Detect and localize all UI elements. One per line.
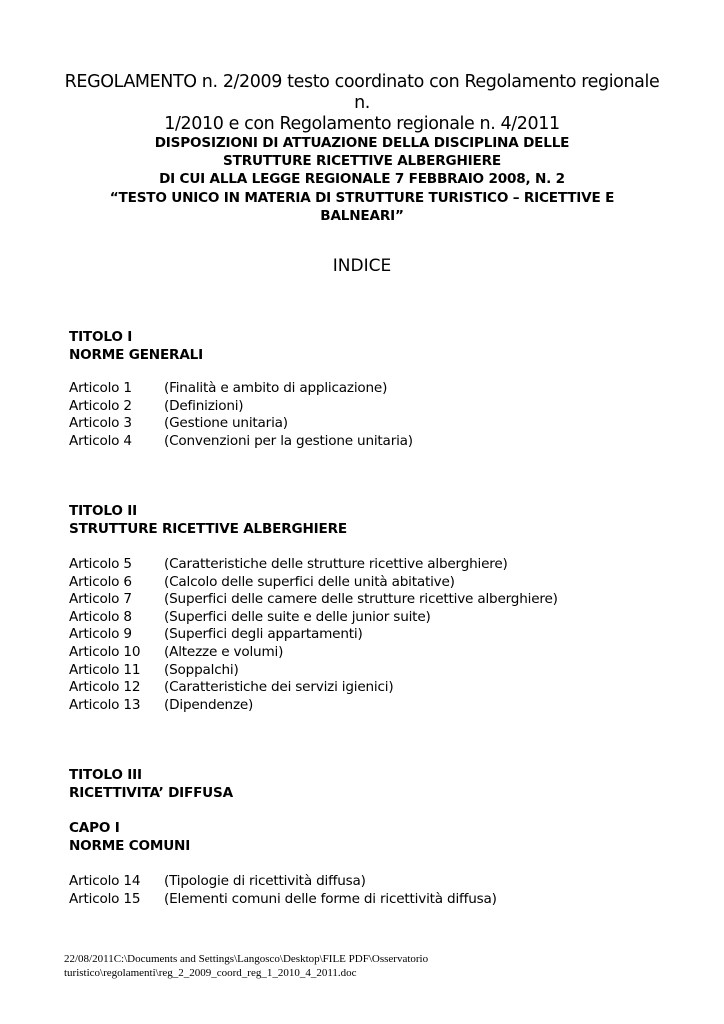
subtitle-line: DISPOSIZIONI DI ATTUAZIONE DELLA DISCIPLINA DELLE	[154, 135, 570, 151]
document-title	[60, 72, 664, 135]
article-row	[69, 574, 558, 592]
article-number: Articolo 13	[69, 696, 141, 713]
article-description: (Finalità e ambito di applicazione)	[164, 380, 388, 396]
article-row	[69, 556, 558, 574]
article-description: (Superfici delle camere delle strutture ricettive alberghiere)	[164, 591, 558, 608]
document-subtitle	[70, 134, 654, 225]
article-number: Articolo 11	[69, 661, 141, 678]
article-description: (Tipologie di ricettività diffusa)	[164, 873, 366, 889]
section-label: CAPO I	[69, 820, 120, 836]
title-line: 1/2010 e con Regolamento regionale n. 4/2011	[164, 114, 560, 134]
titolo-3-heading	[69, 767, 233, 802]
section-label: TITOLO III	[69, 767, 142, 783]
article-number: Articolo 7	[69, 591, 132, 608]
section-name: RICETTIVITA’ DIFFUSA	[69, 784, 233, 801]
document-footer-path	[64, 952, 664, 980]
article-row	[69, 873, 497, 891]
article-description: (Definizioni)	[164, 397, 244, 414]
article-description: (Altezze e volumi)	[164, 643, 284, 660]
article-number: Articolo 8	[69, 608, 132, 625]
article-row	[69, 697, 558, 715]
article-description: (Elementi comuni delle forme di ricettività diffusa)	[164, 890, 497, 907]
titolo-2-article-list	[69, 556, 558, 714]
article-number: Articolo 4	[69, 432, 132, 449]
article-number: Articolo 9	[69, 626, 132, 643]
article-row	[69, 380, 413, 398]
article-number: Articolo 2	[69, 397, 132, 414]
index-heading: INDICE	[332, 256, 392, 276]
article-number: Articolo 1	[69, 380, 132, 396]
article-number: Articolo 6	[69, 573, 132, 590]
titolo-2-heading	[69, 503, 347, 538]
article-row	[69, 591, 558, 609]
article-number: Articolo 5	[69, 556, 132, 572]
capo-1-article-list	[69, 873, 497, 908]
capo-1-heading	[69, 820, 190, 855]
article-number: Articolo 14	[69, 873, 141, 889]
article-description: (Gestione unitaria)	[164, 415, 288, 432]
section-label: TITOLO II	[69, 503, 137, 519]
subtitle-line: STRUTTURE RICETTIVE ALBERGHIERE	[223, 153, 501, 170]
footer-line: turistico\regolamenti\reg_2_2009_coord_reg_1_2010_4_2011.doc	[64, 967, 357, 979]
article-number: Articolo 3	[69, 415, 132, 432]
article-number: Articolo 12	[69, 679, 141, 696]
article-row	[69, 609, 558, 627]
article-description: (Superfici degli appartamenti)	[164, 626, 363, 643]
title-line: REGOLAMENTO n. 2/2009 testo coordinato con Regolamento regionale n.	[64, 72, 660, 113]
article-number: Articolo 15	[69, 890, 141, 907]
subtitle-line: BALNEARI”	[320, 207, 404, 224]
footer-line: 22/08/2011C:\Documents and Settings\Langosco\Desktop\FILE PDF\Osservatorio	[64, 953, 429, 965]
article-description: (Dipendenze)	[164, 696, 254, 713]
titolo-1-article-list	[69, 380, 413, 450]
article-description: (Convenzioni per la gestione unitaria)	[164, 432, 413, 449]
article-description: (Calcolo delle superfici delle unità abitative)	[164, 573, 455, 590]
section-name: NORME COMUNI	[69, 837, 191, 854]
section-label: TITOLO I	[69, 329, 133, 345]
article-row	[69, 891, 497, 909]
article-row	[69, 415, 413, 433]
article-row	[69, 679, 558, 697]
section-name: STRUTTURE RICETTIVE ALBERGHIERE	[69, 520, 347, 537]
titolo-1-heading	[69, 329, 203, 364]
article-row	[69, 398, 413, 416]
article-description: (Superfici delle suite e delle junior suite)	[164, 608, 431, 625]
article-description: (Soppalchi)	[164, 661, 239, 678]
article-description: (Caratteristiche dei servizi igienici)	[164, 679, 394, 696]
article-number: Articolo 10	[69, 643, 141, 660]
article-row	[69, 626, 558, 644]
subtitle-line: DI CUI ALLA LEGGE REGIONALE 7 FEBBRAIO 2008, N. 2	[159, 171, 565, 188]
article-row	[69, 433, 413, 451]
article-description: (Caratteristiche delle strutture ricettive alberghiere)	[164, 556, 508, 572]
article-row	[69, 662, 558, 680]
section-name: NORME GENERALI	[69, 346, 203, 363]
subtitle-line: “TESTO UNICO IN MATERIA DI STRUTTURE TURISTICO – RICETTIVE E	[109, 189, 615, 206]
article-row	[69, 644, 558, 662]
